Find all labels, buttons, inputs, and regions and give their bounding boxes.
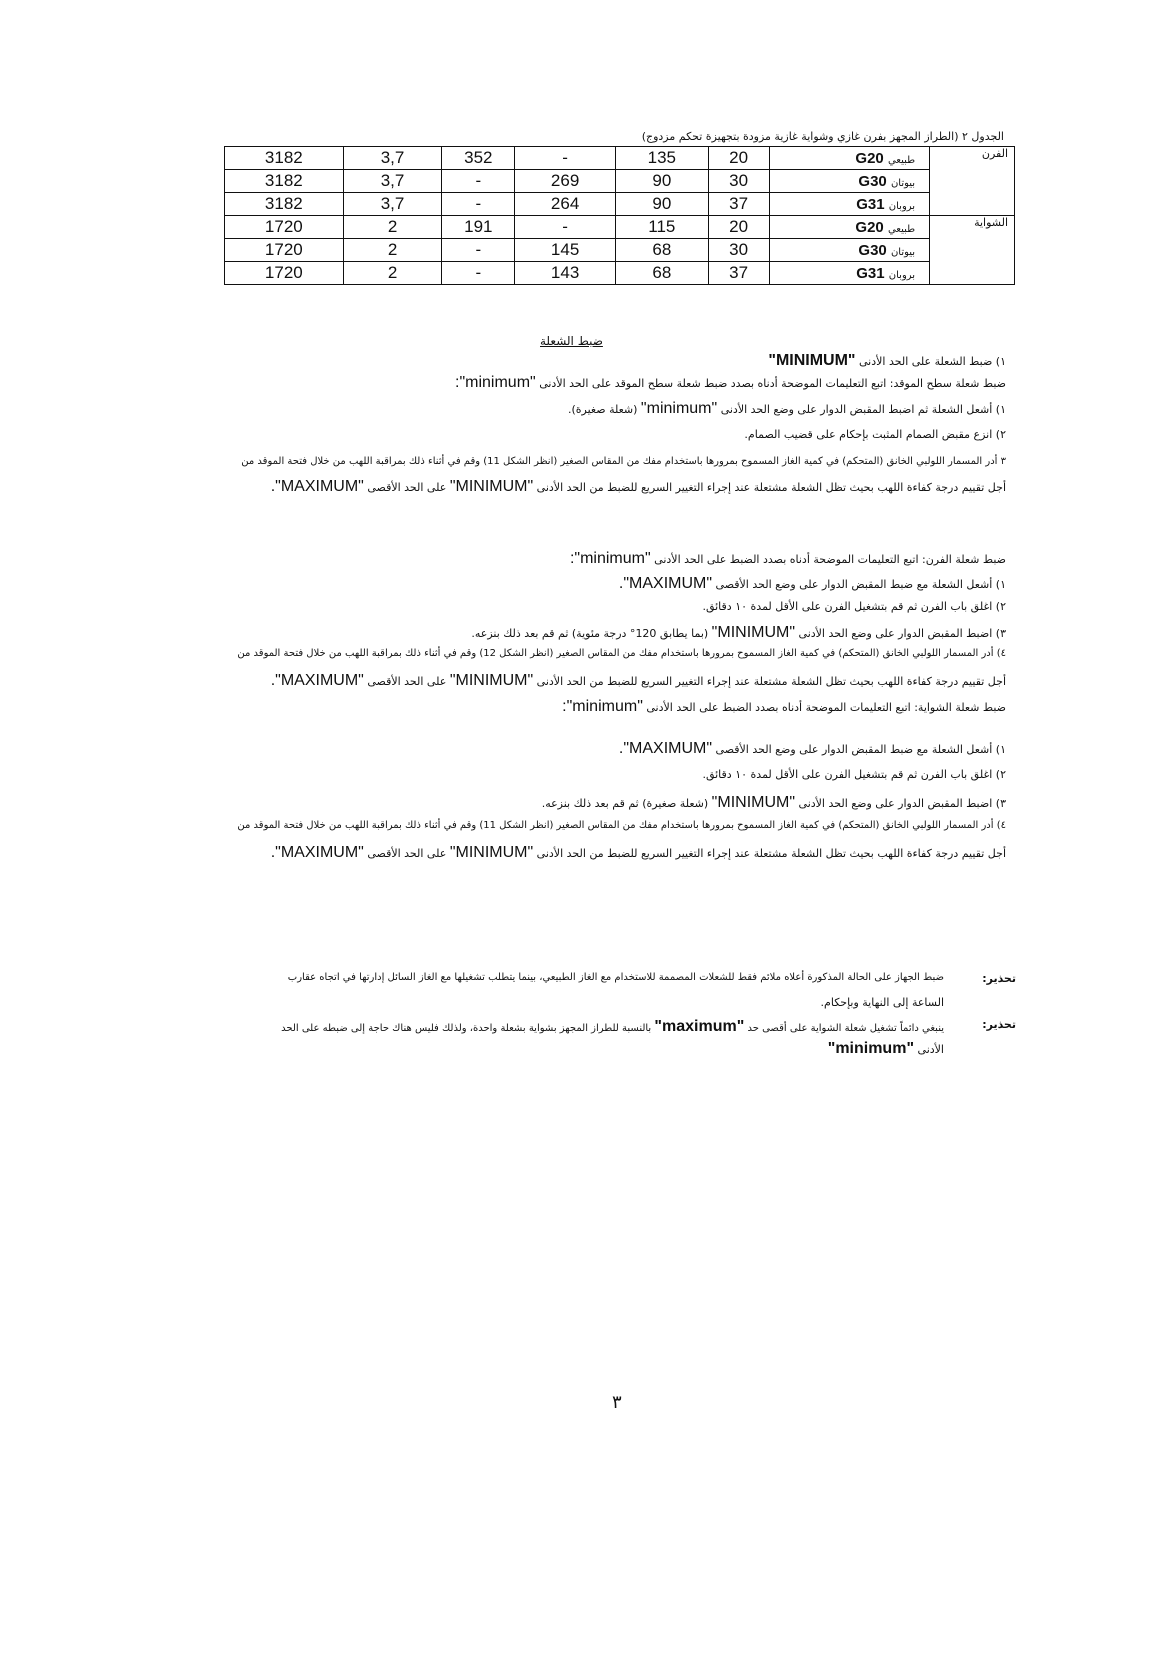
table-cell: 90: [615, 170, 708, 193]
sec3-step2: ٢) اغلق باب الفرن ثم قم بتشغيل الفرن على الأقل لمدة ١٠ دقائق.: [702, 768, 1006, 781]
table-cell: 269: [515, 170, 616, 193]
gas-type-cell: [769, 147, 930, 170]
page-number: ٣: [612, 1392, 622, 1413]
sec1-heading: ١) ضبط الشعلة على الحد الأدنى "MINIMUM": [768, 352, 1006, 369]
table-row: [225, 147, 1015, 170]
table-cell: 3,7: [343, 147, 442, 170]
sec3-intro: ضبط شعلة الشواية: اتبع التعليمات الموضحة أدناه بصدد الضبط على الحد الأدنى "minimum":: [562, 698, 1006, 715]
table-cell: 68: [615, 239, 708, 262]
sec1-intro: ضبط شعلة سطح الموقد: اتبع التعليمات الموضحة أدناه بصدد ضبط شعلة سطح الموقد على الحد الأدنى "minimum":: [455, 374, 1006, 391]
gas-code: G31: [856, 195, 885, 213]
table-cell: 135: [615, 147, 708, 170]
section-title: ضبط الشعلة: [540, 334, 603, 348]
sec1-step3: ٣ أدر المسمار اللولبي الخانق (المتحكم) في كمية الغاز المسموح بمرورها باستخدام مفك من المقاس الصغير (انظر الشكل 11) وقم في أثناء ذلك بمراقبة اللهب من خلال فتحة الموقد من: [241, 456, 1006, 467]
group-label-cell: [930, 193, 1015, 216]
gas-code: G20: [855, 218, 884, 236]
gas-name: طبيعي: [887, 154, 916, 166]
table-cell: 115: [615, 216, 708, 239]
group-label-cell: [930, 239, 1015, 262]
sec3-step1: ١) أشعل الشعلة مع ضبط المقبض الدوار على وضع الحد الأقصى "MAXIMUM".: [618, 740, 1006, 757]
table-cell: -: [515, 216, 616, 239]
table-cell: 68: [615, 262, 708, 285]
warning-1-line1: ضبط الجهاز على الحالة المذكورة أعلاه ملائم فقط للشعلات المصممة للاستخدام مع الغاز الطبيعي، بينما يتطلب تشغيلها مع الغاز السائل إدارتها في اتجاه عقارب: [287, 972, 944, 983]
gas-spec-table: [224, 146, 1015, 285]
table-cell: 264: [515, 193, 616, 216]
gas-type-cell: [769, 170, 930, 193]
gas-code: G20: [855, 149, 884, 167]
table-cell: 3182: [225, 170, 344, 193]
table-caption: الجدول ٢ (الطراز المجهز بفرن غازي وشواية غازية مزودة بتجهيزة تحكم مزدوج): [641, 130, 1004, 143]
table-cell: -: [442, 262, 515, 285]
table-cell: 30: [708, 170, 769, 193]
table-row: [225, 262, 1015, 285]
table-cell: 30: [708, 239, 769, 262]
table-cell: 3,7: [343, 193, 442, 216]
warning-label-1: تحذير:: [982, 972, 1016, 985]
gas-type-cell: [769, 239, 930, 262]
gas-type-cell: [769, 216, 930, 239]
sec2-step1: ١) أشعل الشعلة مع ضبط المقبض الدوار على وضع الحد الأقصى "MAXIMUM".: [618, 575, 1006, 592]
sec2-step2: ٢) اغلق باب الفرن ثم قم بتشغيل الفرن على الأقل لمدة ١٠ دقائق.: [702, 600, 1006, 613]
table-row: [225, 193, 1015, 216]
sec2-step3: ٣) اضبط المقبض الدوار على وضع الحد الأدنى "MINIMUM" (بما يطابق 120° درجة مئوية) ثم قم بعد ذلك بنزعه.: [471, 624, 1006, 641]
table-cell: 2: [343, 216, 442, 239]
sec1-step1: ١) أشعل الشعلة ثم اضبط المقبض الدوار على وضع الحد الأدنى "minimum" (شعلة صغيرة).: [567, 400, 1006, 417]
gas-name: بيوتان: [890, 177, 916, 189]
gas-type-cell: [769, 262, 930, 285]
table-cell: 3,7: [343, 170, 442, 193]
table-cell: 90: [615, 193, 708, 216]
table-cell: 145: [515, 239, 616, 262]
sec2-step4: ٤) أدر المسمار اللولبي الخانق (المتحكم) في كمية الغاز المسموح بمرورها باستخدام مفك من المقاس الصغير (انظر الشكل 12) وقم في أثناء ذلك بمراقبة اللهب من خلال فتحة الموقد من: [237, 648, 1006, 659]
sec1-step3-cont: أجل تقييم درجة كفاءة اللهب بحيث تظل الشعلة مشتعلة عند إجراء التغيير السريع للضبط من الحد الأدنى "MINIMUM" على الحد الأقصى "MAXIMUM".: [270, 478, 1006, 495]
table-cell: 20: [708, 216, 769, 239]
sec3-step3: ٣) اضبط المقبض الدوار على وضع الحد الأدنى "MINIMUM" (شعلة صغيرة) ثم قم بعد ذلك بنزعه.: [541, 794, 1006, 811]
sec3-step4-cont: أجل تقييم درجة كفاءة اللهب بحيث تظل الشعلة مشتعلة عند إجراء التغيير السريع للضبط من الحد الأدنى "MINIMUM" على الحد الأقصى "MAXIMUM".: [270, 844, 1006, 861]
table-cell: 20: [708, 147, 769, 170]
table-cell: 352: [442, 147, 515, 170]
table-cell: 1720: [225, 262, 344, 285]
gas-code: G31: [856, 264, 885, 282]
table-row: [225, 239, 1015, 262]
gas-code: G30: [858, 241, 887, 259]
table-cell: -: [442, 193, 515, 216]
gas-code: G30: [858, 172, 887, 190]
warning-2-line2: الأدنى "minimum": [827, 1040, 944, 1057]
table-cell: -: [442, 239, 515, 262]
sec1-step2: ٢) انزع مقبض الصمام المثبت بإحكام على قضيب الصمام.: [744, 428, 1006, 441]
table-cell: 1720: [225, 216, 344, 239]
gas-type-cell: [769, 193, 930, 216]
gas-name: طبيعي: [887, 223, 916, 235]
table-cell: 3182: [225, 193, 344, 216]
table-cell: -: [442, 170, 515, 193]
warning-1-line2: الساعة إلى النهاية وبإحكام.: [820, 996, 944, 1009]
table-cell: 3182: [225, 147, 344, 170]
warning-label-2: تحذير:: [982, 1018, 1016, 1031]
table-cell: 2: [343, 262, 442, 285]
warning-2-line1: ينبغي دائماً تشغيل شعلة الشواية على أقصى حد "maximum" بالنسبة للطراز المجهز بشواية بشعلة واحدة، ولذلك فليس هناك حاجة إلى ضبطه على الحد: [281, 1018, 944, 1035]
sec2-step4-cont: أجل تقييم درجة كفاءة اللهب بحيث تظل الشعلة مشتعلة عند إجراء التغيير السريع للضبط من الحد الأدنى "MINIMUM" على الحد الأقصى "MAXIMUM".: [270, 672, 1006, 689]
sec2-intro: ضبط شعلة الفرن: اتبع التعليمات الموضحة أدناه بصدد الضبط على الحد الأدنى "minimum":: [569, 550, 1006, 567]
gas-name: بروبان: [888, 269, 916, 281]
table-cell: 1720: [225, 239, 344, 262]
gas-name: بروبان: [888, 200, 916, 212]
table-cell: 37: [708, 262, 769, 285]
table-row: [225, 170, 1015, 193]
table-cell: 143: [515, 262, 616, 285]
sec3-step4: ٤) أدر المسمار اللولبي الخانق (المتحكم) في كمية الغاز المسموح بمرورها باستخدام مفك من المقاس الصغير (انظر الشكل 11) وقم في أثناء ذلك بمراقبة اللهب من خلال فتحة الموقد من: [237, 820, 1006, 831]
group-label-cell: الفرن: [930, 147, 1015, 170]
group-label-cell: [930, 262, 1015, 285]
table-cell: -: [515, 147, 616, 170]
gas-name: بيوتان: [890, 246, 916, 258]
group-label-cell: الشواية: [930, 216, 1015, 239]
table-cell: 2: [343, 239, 442, 262]
table-row: [225, 216, 1015, 239]
table-cell: 191: [442, 216, 515, 239]
table-cell: 37: [708, 193, 769, 216]
group-label-cell: [930, 170, 1015, 193]
